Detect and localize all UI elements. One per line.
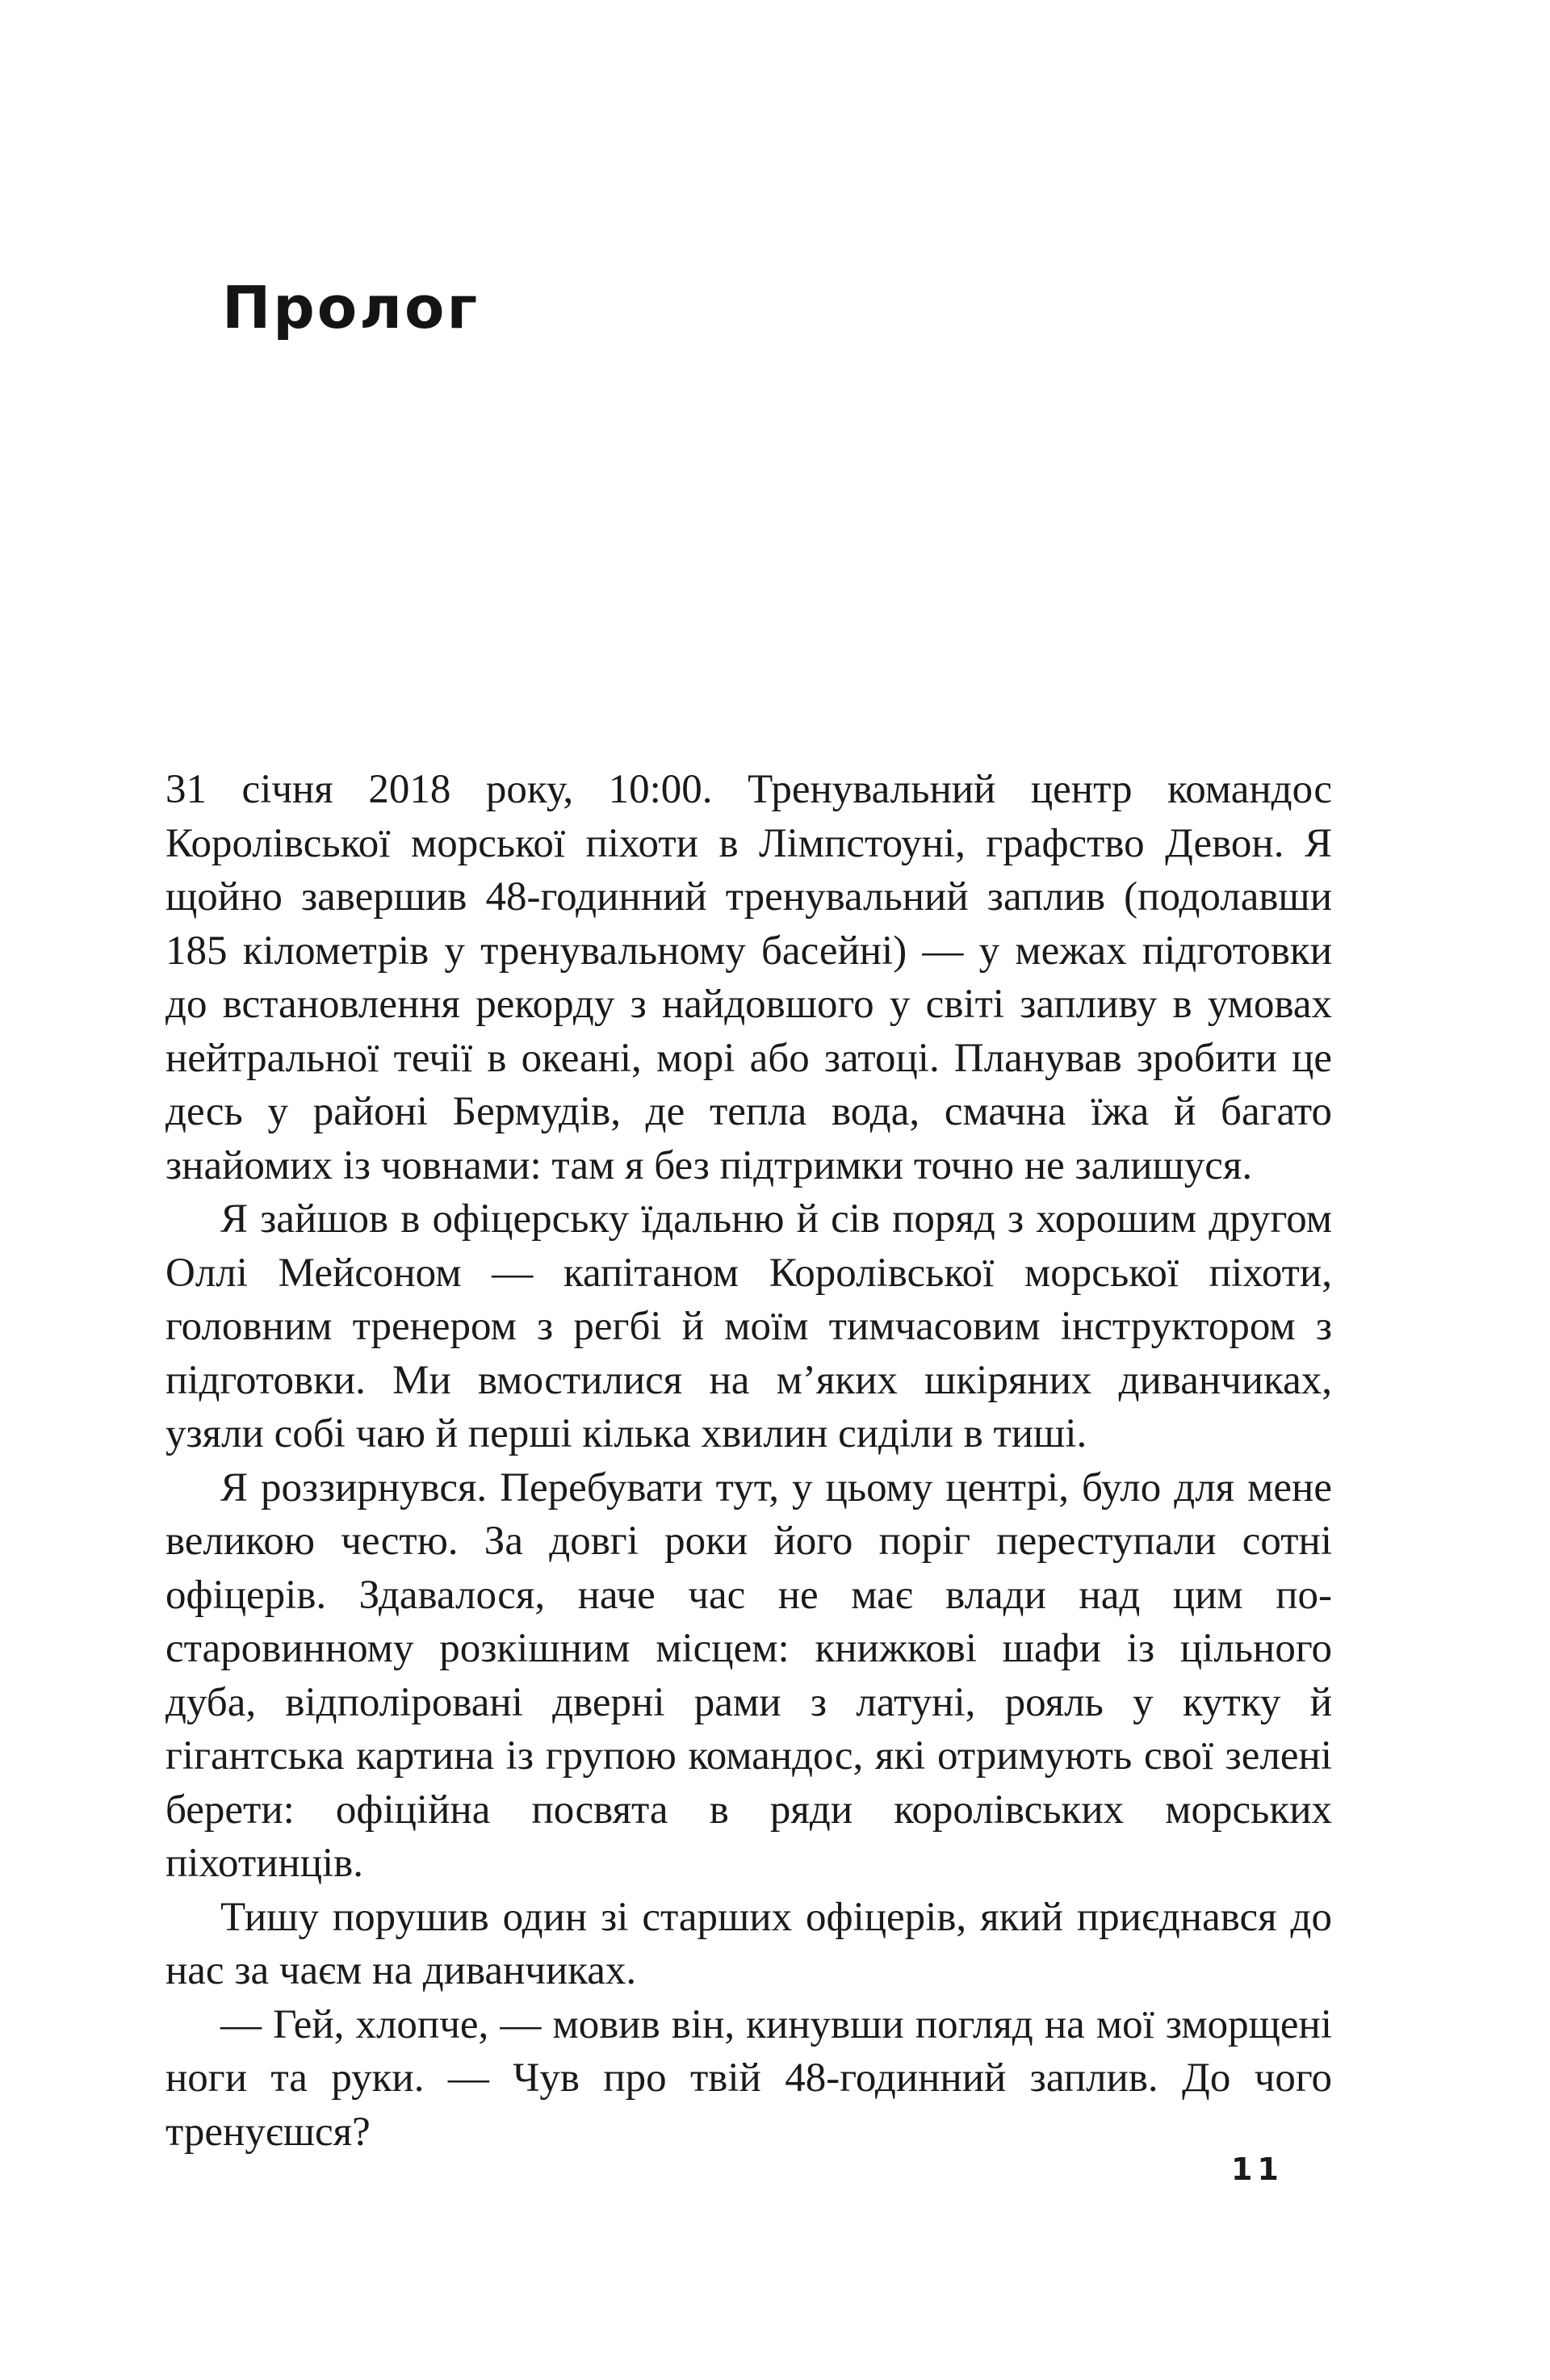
paragraph: 31 січня 2018 року, 10:00. Тренувальний центр командос Королівської морської піхоти в Лімпстоуні, графство Девон. Я щойно завершив 48-годинний тренувальний заплив (подолавши 185 кілометрів у тренувальному басейні) — у межах підготовки до встановлення рекорду з найдовшого у світі запливу в умовах нейтральної течії в океані, морі або затоці. Планував зробити це десь у районі Бермудів, де тепла вода, смачна їжа й багато знайомих із човнами: там я без підтримки точно не залишуся. (165, 767, 1332, 1188)
paragraph: Тишу порушив один зі старших офіцерів, який приєднався до нас за чаєм на диванчиках. (165, 1894, 1332, 1993)
chapter-body (165, 763, 1332, 2159)
chapter-title: Пролог (222, 274, 480, 341)
page-number: 11 (1231, 2152, 1284, 2187)
paragraph: Я роззирнувся. Перебувати тут, у цьому центрі, було для мене великою честю. За довгі роки його поріг переступали сотні офіцерів. Здавалося, наче час не має влади над цим по-старовинному розкішним місцем: книжкові шафи із цільного дуба, відполіровані дверні рами з латуні, рояль у кутку й гігантська картина із групою командос, які отримують свої зелені берети: офіційна посвята в ряди королівських морських піхотинців. (165, 1464, 1332, 1886)
paragraph: Я зайшов в офіцерську їдальню й сів поряд з хорошим другом Оллі Мейсоном — капітаном Королівської морської піхоти, головним тренером з регбі й моїм тимчасовим інструктором з підготовки. Ми вмостилися на м’яких шкіряних диванчиках, узяли собі чаю й перші кілька хвилин сиділи в тиші. (165, 1196, 1332, 1456)
paragraph: — Гей, хлопче, — мовив він, кинувши погляд на мої зморщені ноги та руки. — Чув про твій 48-годинний заплив. До чого тренуєшся? (165, 2001, 1332, 2155)
